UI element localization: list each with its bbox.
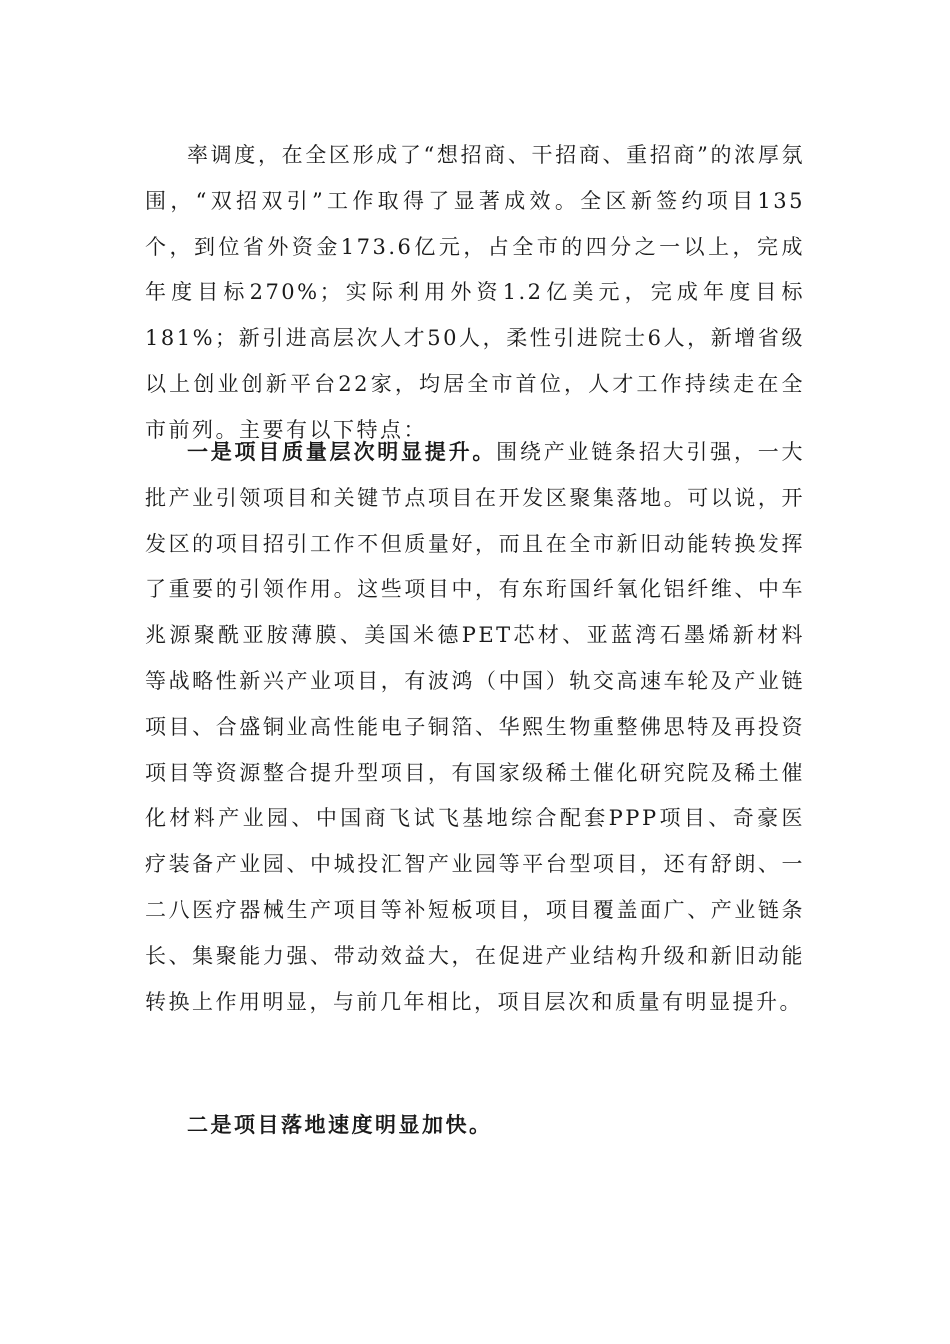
paragraph-body: 围绕产业链条招大引强，一大批产业引领项目和关键节点项目在开发区聚集落地。可以说，开发区的项目招引工作不但质量好，而且在全市新旧动能转换发挥了重要的引领作用。这些项目中，有东珩国纤氧化铝纤维、中车兆源聚酰亚胺薄膜、美国米德PET芯材、亚蓝湾石墨烯新材料等战略性新兴产业项目，有波鸿（中国）轨交高速车轮及产业链项目、合盛铜业高性能电子铜箔、华熙生物重整佛思特及再投资项目等资源整合提升型项目，有国家级稀土催化研究院及稀土催化材料产业园、中国商飞试飞基地综合配套PPP项目、奇豪医疗装备产业园、中城投汇智产业园等平台型项目，还有舒朗、一二八医疗器械生产项目等补短板项目，项目覆盖面广、产业链条长、集聚能力强、带动效益大，在促进产业结构升级和新旧动能转换上作用明显，与前几年相比，项目层次和质量有明显提升。	[145, 440, 805, 1014]
paragraph-lead: 一是项目质量层次明显提升。	[187, 439, 497, 464]
paragraph-lead: 二是项目落地速度明显加快。	[187, 1112, 493, 1137]
paragraph-project-quality	[145, 429, 805, 1025]
paragraph-body: 率调度，在全区形成了“想招商、干招商、重招商”的浓厚氛围，“双招双引”工作取得了显著成效。全区新签约项目135个，到位省外资金173.6亿元，占全市的四分之一以上，完成年度目标270%；实际利用外资1.2亿美元，完成年度目标181%；新引进高层次人才50人，柔性引进院士6人，新增省级以上创业创新平台22家，均居全市首位，人才工作持续走在全市前列。主要有以下特点：	[145, 143, 805, 442]
paragraph-project-speed	[145, 1102, 805, 1149]
paragraph-intro	[145, 132, 805, 454]
